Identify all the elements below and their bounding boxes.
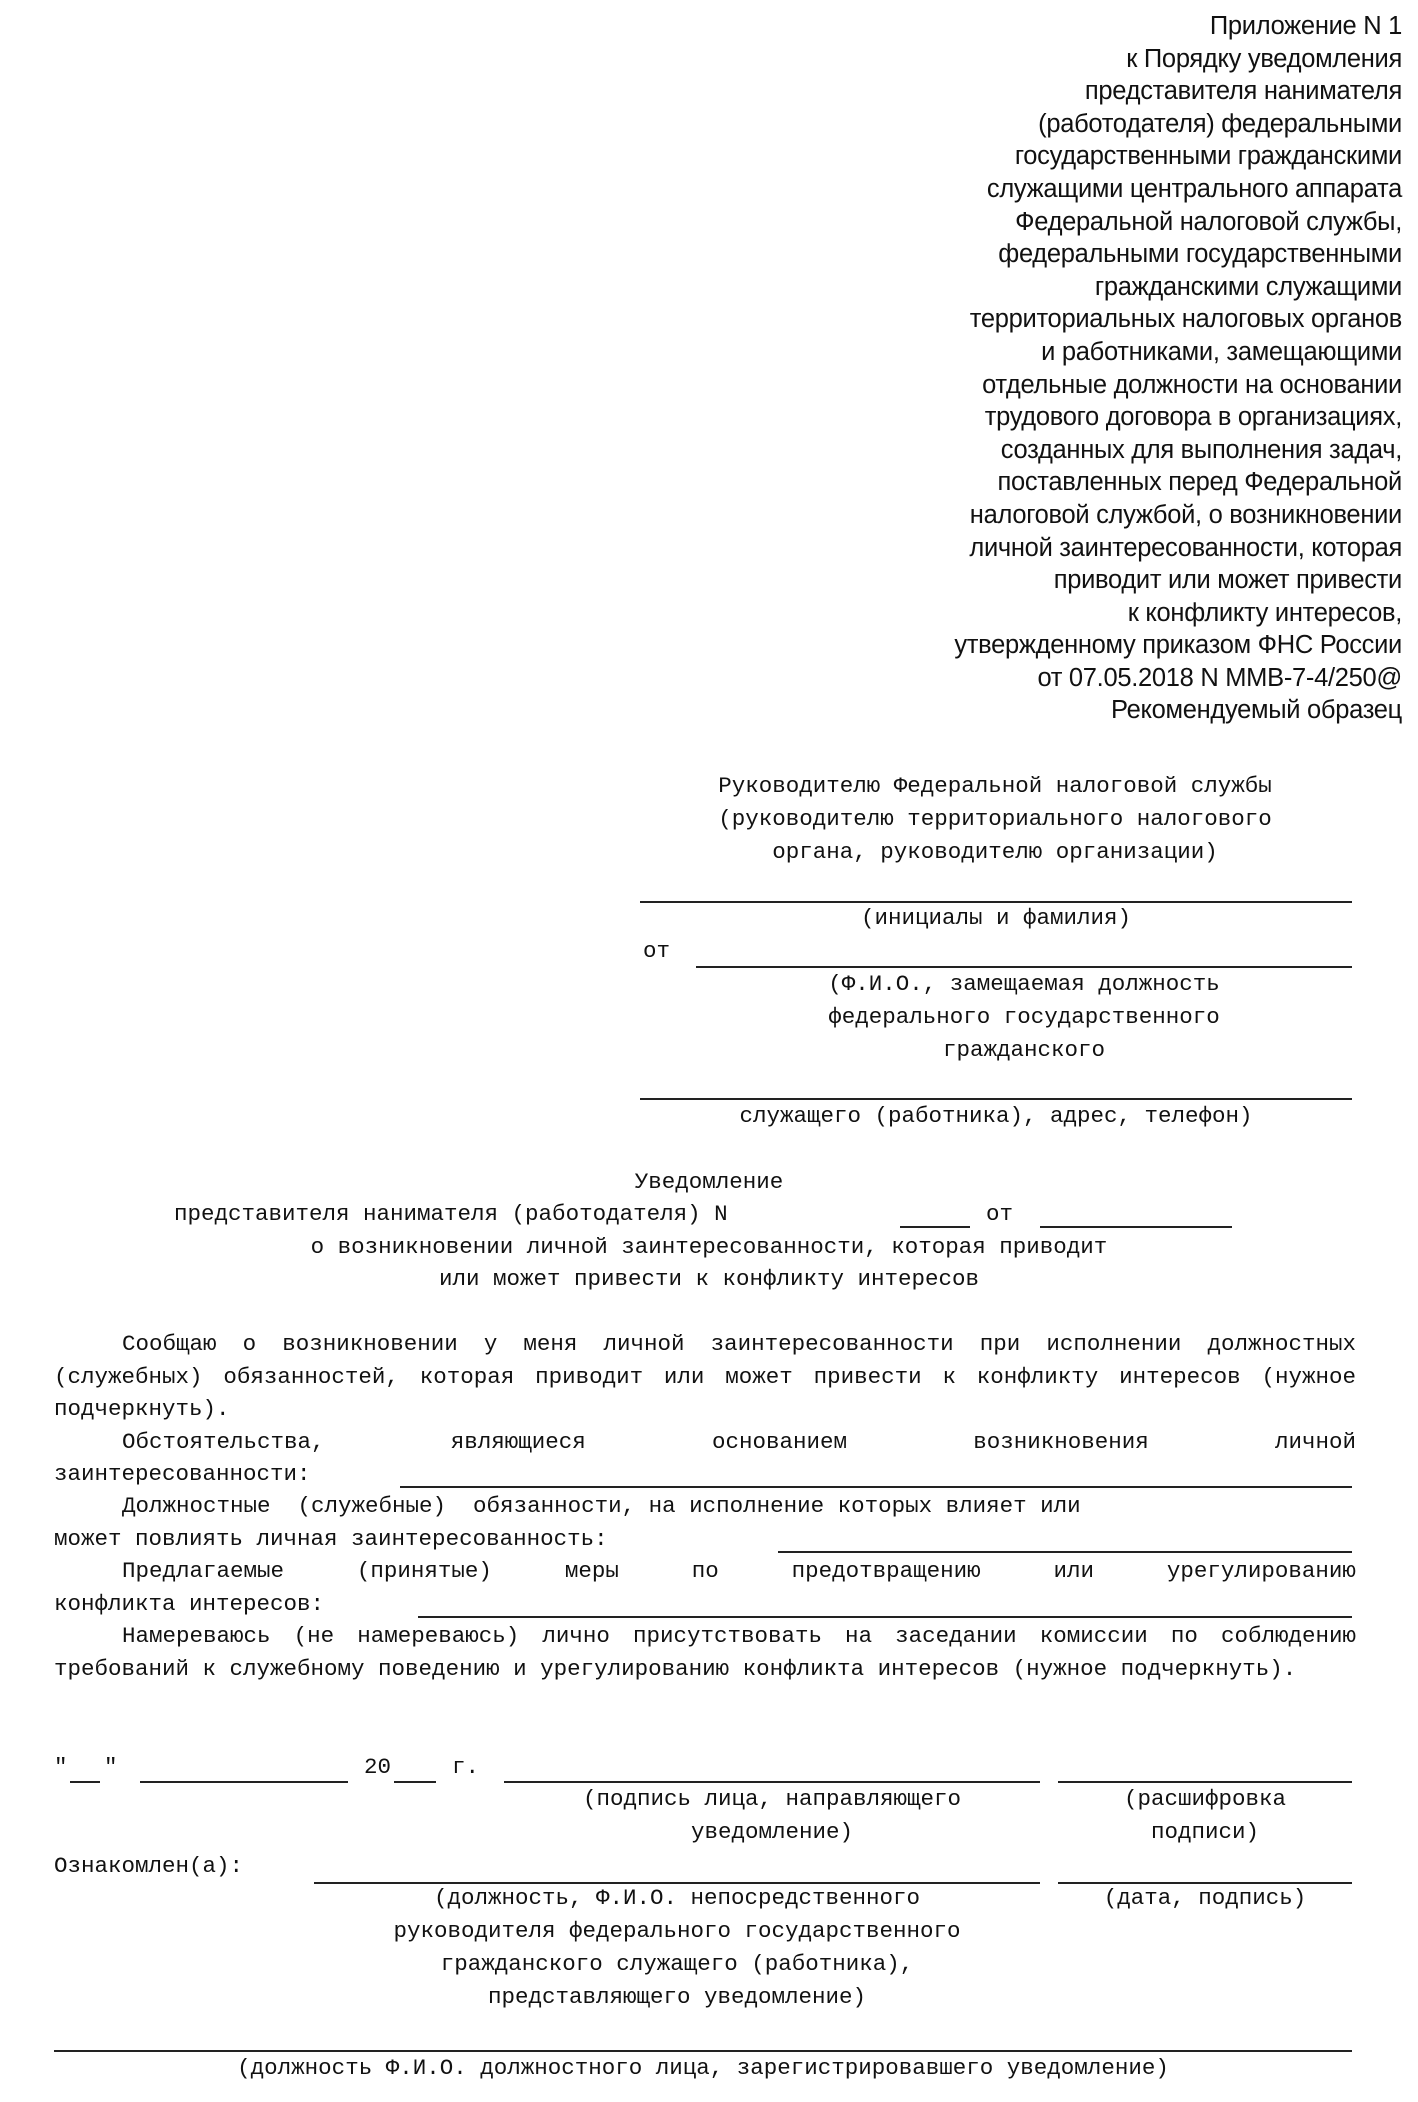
appendix-line: поставленных перед Федеральной <box>997 468 1402 497</box>
position-caption-2: руководителя федерального государственного <box>393 1918 961 1944</box>
acquainted-label: Ознакомлен(а): <box>54 1853 244 1879</box>
p2-word: возникновения <box>973 1429 1149 1455</box>
paragraph-3-line-1: Должностные (служебные) обязанности, на исполнение которых влияет или <box>122 1493 1081 1519</box>
notice-number-field[interactable] <box>900 1226 970 1228</box>
position-caption-4: представляющего уведомление) <box>487 1984 867 2010</box>
date-caption: (дата, подпись) <box>1103 1885 1307 1911</box>
registrar-caption: (должность Ф.И.О. должностного лица, зарегистрировавшего уведомление) <box>237 2055 1169 2081</box>
interest-circumstances-field[interactable] <box>400 1486 1352 1488</box>
appendix-line: территориальных налоговых органов <box>969 305 1402 334</box>
appendix-line: личной заинтересованности, которая <box>969 533 1402 562</box>
p4-word: по <box>691 1558 719 1584</box>
paragraph-2-line-2: заинтересованности: <box>54 1461 311 1487</box>
sign-caption-2: уведомление) <box>690 1819 854 1845</box>
addressee-line-3: органа, руководителю организации) <box>772 839 1218 865</box>
paragraph-4-line-1 <box>122 1555 1356 1588</box>
appendix-line: от 07.05.2018 N ММВ-7-4/250@ <box>1037 663 1402 692</box>
paragraph-1: Сообщаю о возникновении у меня личной заинтересованности при исполнении должностных (служебных) обязанностей, которая приводит или может привести к конфликту интересов (нужное подчеркнуть). <box>54 1331 1356 1422</box>
p2-word: являющиеся <box>450 1429 586 1455</box>
addressee-line-1: Руководителю Федеральной налоговой службы <box>718 773 1272 799</box>
appendix-line: Приложение N 1 <box>1209 12 1402 40</box>
paragraph-5: Намереваюсь (не намереваюсь) лично присутствовать на заседании комиссии по соблюдению требований к служебному поведению и урегулированию конфликта интересов (нужное подчеркнуть). <box>54 1623 1356 1682</box>
sign-caption-1: (подпись лица, направляющего <box>582 1786 962 1812</box>
appendix-line: Рекомендуемый образец <box>1111 696 1402 725</box>
p2-word: личной <box>1274 1429 1356 1455</box>
appendix-line: гражданскими служащими <box>1094 272 1402 301</box>
p4-word: урегулированию <box>1166 1558 1356 1584</box>
appendix-line: государственными гражданскими <box>1014 142 1402 171</box>
appendix-line: налоговой службой, о возникновении <box>969 500 1402 529</box>
p2-word: Обстоятельства, <box>122 1429 325 1455</box>
appendix-line: и работниками, замещающими <box>1041 337 1402 366</box>
paragraph-2-line-1 <box>122 1426 1356 1459</box>
appendix-line: созданных для выполнения задач, <box>1000 435 1402 464</box>
position-caption-3: гражданского служащего (работника), <box>440 1951 914 1977</box>
p2-word: основанием <box>711 1429 848 1455</box>
fio-caption-1: (Ф.И.О., замещаемая должность <box>828 971 1220 997</box>
duties-field[interactable] <box>778 1551 1352 1553</box>
fio-caption-2: федерального государственного <box>828 1004 1220 1030</box>
notice-date-field[interactable] <box>1040 1226 1232 1228</box>
year-field[interactable] <box>394 1781 436 1783</box>
decode-caption-2: подписи) <box>1150 1819 1260 1845</box>
appendix-line: (работодателя) федеральными <box>1038 109 1402 138</box>
decode-caption-1: (расшифровка <box>1123 1786 1287 1812</box>
appendix-line: к конфликту интересов, <box>1127 598 1402 627</box>
appendix-line: утвержденному приказом ФНС России <box>954 631 1402 660</box>
date-quote-open: " <box>54 1754 68 1780</box>
paragraph-3-line-2: может повлиять личная заинтересованность: <box>54 1526 608 1552</box>
addressee-line-2: (руководителю территориального налогового <box>718 806 1272 832</box>
notice-title-from: от <box>986 1201 1014 1227</box>
appendix-line: трудового договора в организациях, <box>984 403 1402 432</box>
employee-caption: служащего (работника), адрес, телефон) <box>739 1103 1253 1129</box>
appendix-line: Федеральной налоговой службы, <box>1015 207 1402 236</box>
month-field[interactable] <box>140 1781 348 1783</box>
position-caption-1: (должность, Ф.И.О. непосредственного <box>433 1885 921 1911</box>
day-field[interactable] <box>70 1781 100 1783</box>
measures-field[interactable] <box>418 1616 1352 1618</box>
year-suffix: г. <box>452 1754 480 1780</box>
appendix-line: представителя нанимателя <box>1084 77 1402 106</box>
paragraph-4-line-2: конфликта интересов: <box>54 1591 325 1617</box>
from-label: от <box>643 938 671 964</box>
p4-word: или <box>1053 1558 1095 1584</box>
appendix-line: к Порядку уведомления <box>1126 44 1402 73</box>
notice-title: Уведомление <box>634 1169 784 1195</box>
notice-title-number-prefix: представителя нанимателя (работодателя) N <box>174 1201 728 1227</box>
date-quote-close: " <box>104 1754 118 1780</box>
appendix-line: федеральными государственными <box>998 240 1402 269</box>
appendix-header <box>702 10 1402 727</box>
appendix-line: отдельные должности на основании <box>982 370 1402 399</box>
p4-word: меры <box>564 1558 619 1584</box>
initials-caption: (инициалы и фамилия) <box>860 905 1132 931</box>
notice-title-line-3: о возникновении личной заинтересованности, которая приводит <box>310 1234 1108 1260</box>
fio-caption-3: гражданского <box>942 1037 1106 1063</box>
appendix-line: служащими центрального аппарата <box>986 174 1402 203</box>
appendix-line: приводит или может привести <box>1053 566 1402 595</box>
p4-word: предотвращению <box>791 1558 981 1584</box>
p4-word: (принятые) <box>356 1558 492 1584</box>
p4-word: Предлагаемые <box>122 1558 285 1584</box>
notice-title-line-4: или может привести к конфликту интересов <box>438 1266 980 1292</box>
year-prefix: 20 <box>364 1754 392 1780</box>
